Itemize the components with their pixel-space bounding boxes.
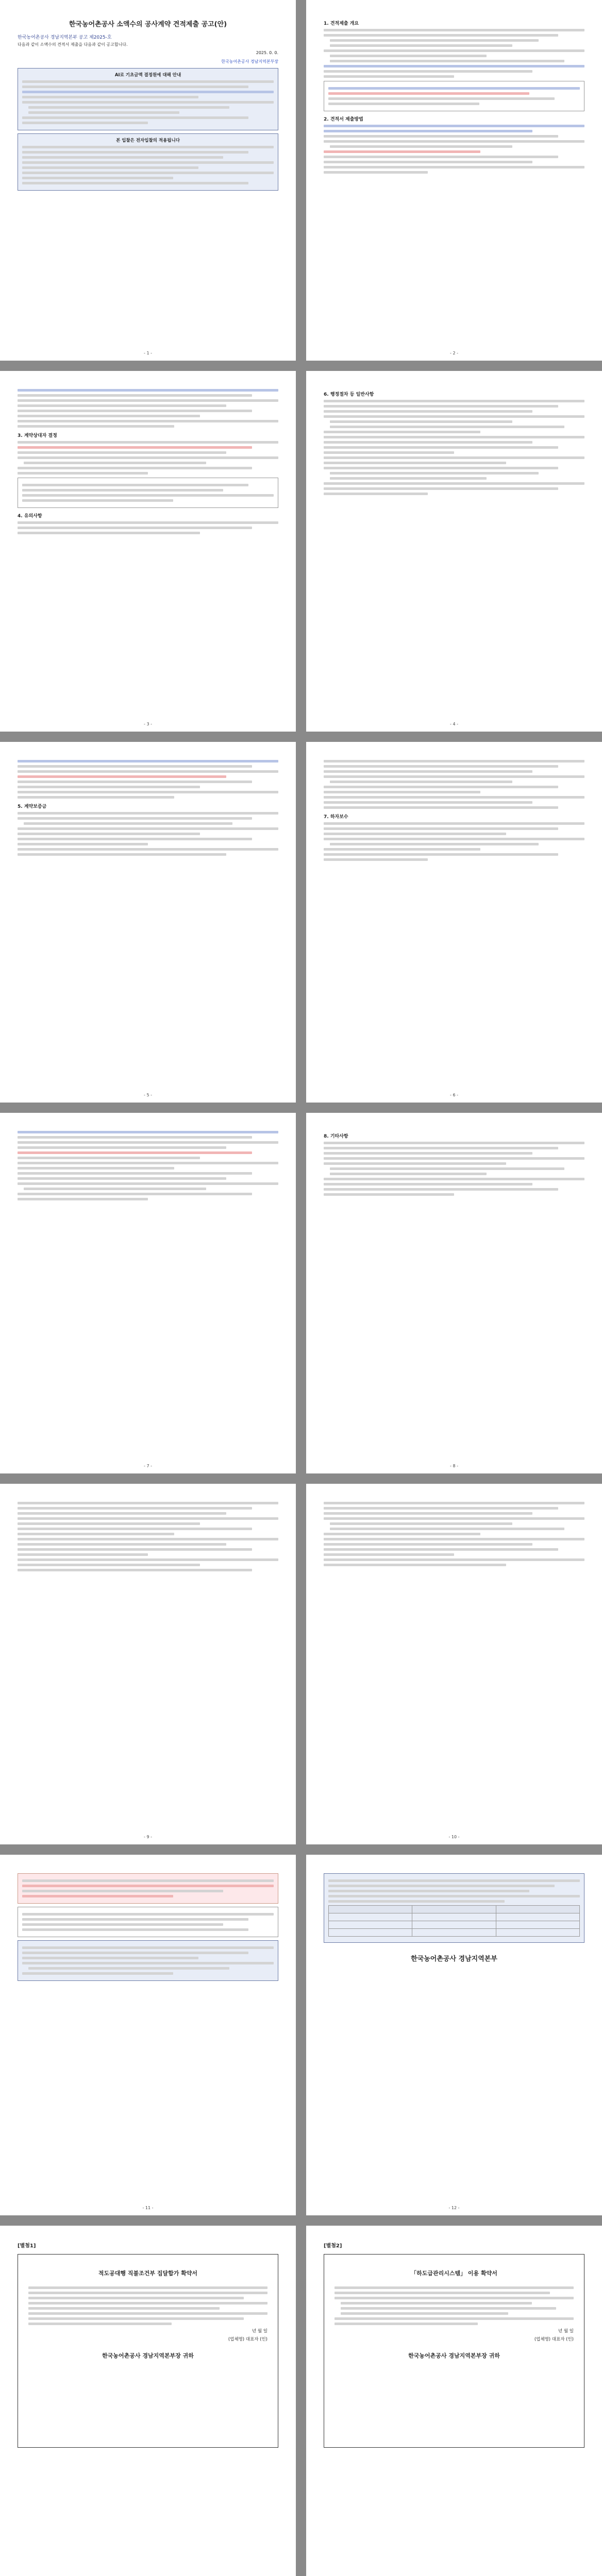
form-label: [별첨1] (18, 2243, 36, 2249)
page-number: - 9 - (144, 1835, 152, 1839)
addressee: 한국농어촌공사 경남지역본부장 귀하 (408, 2352, 500, 2359)
section-body (18, 521, 278, 534)
page-number: - 3 - (144, 722, 152, 726)
section-heading: 4. 유의사항 (18, 514, 42, 519)
document-page-11 (0, 1855, 296, 2215)
section-heading: 1. 견적제출 개요 (324, 21, 359, 26)
sign-date: 년 월 일 (558, 2329, 574, 2334)
document-page-2 (306, 0, 602, 361)
info-box-key-title: 본 입찰은 전자입찰의 적용됩니다 (116, 138, 180, 144)
document-page-5 (0, 742, 296, 1103)
info-box-faq-body (22, 80, 274, 124)
section-body (324, 760, 584, 809)
document-page-3 (0, 371, 296, 732)
org-footer: 한국농어촌공사 경남지역본부 (411, 1955, 497, 1963)
notice-number: 한국농어촌공사 경남지역본부 공고 제2025-호 (18, 35, 112, 40)
section-heading: 7. 하자보수 (324, 815, 348, 820)
section-body (18, 1502, 278, 1571)
page-number: - 6 - (450, 1093, 458, 1097)
page-number: - 5 - (144, 1093, 152, 1097)
page-number: - 11 - (142, 2206, 154, 2210)
document-page-13 (0, 2226, 296, 2576)
section-body (18, 760, 278, 799)
notice-intro: 다음과 같이 소액수의 견적서 제출을 다음과 같이 공고합니다. (18, 42, 128, 47)
info-box-faq-title: AI로 기초금액 결정원에 대해 안내 (114, 73, 181, 78)
page-number: - 12 - (448, 2206, 460, 2210)
section-callout (18, 478, 278, 508)
info-box-detail (324, 1873, 584, 1943)
info-box-key (18, 133, 278, 191)
section-body (324, 29, 584, 78)
page-number: - 7 - (144, 1464, 152, 1468)
info-box-summary (18, 1940, 278, 1981)
sign-line: (업체명) 대표자 (인) (534, 2337, 574, 2342)
page-number: - 10 - (448, 1835, 460, 1839)
sign-line: (업체명) 대표자 (인) (228, 2337, 267, 2342)
section-body (18, 812, 278, 856)
document-page-12 (306, 1855, 602, 2215)
document-page-1 (0, 0, 296, 361)
notice-issuer: 한국농어촌공사 경남지역본부장 (221, 59, 278, 64)
section-heading: 5. 계약보증금 (18, 804, 47, 809)
document-page-4 (306, 371, 602, 732)
addressee: 한국농어촌공사 경남지역본부장 귀하 (102, 2352, 194, 2359)
pledge-title: 적도공대행 직불조건부 집달합가 확약서 (98, 2270, 198, 2277)
document-page-8 (306, 1113, 602, 1473)
document-page-10 (306, 1484, 602, 1844)
document-page-6 (306, 742, 602, 1103)
section-body (324, 400, 584, 495)
info-box-faq (18, 68, 278, 130)
warning-box (18, 1873, 278, 1904)
section-body (324, 1502, 584, 1566)
pledge-form-2 (324, 2254, 584, 2448)
section-heading: 3. 계약상대자 결정 (18, 433, 57, 438)
section-body (18, 441, 278, 474)
section-heading: 6. 행정절차 등 일반사항 (324, 392, 374, 397)
section-callout (324, 81, 584, 111)
section-heading: 2. 견적서 제출방법 (324, 117, 363, 122)
section-heading: 8. 기타사항 (324, 1134, 348, 1139)
notice-title: 한국농어촌공사 소액수의 공사계약 견적제출 공고(안) (69, 21, 227, 28)
note-box (18, 1907, 278, 1937)
page-number: - 8 - (450, 1464, 458, 1468)
page-number: - 4 - (450, 722, 458, 726)
info-box-key-body (22, 146, 274, 184)
pledge-title: 「하도급관리시스템」 이용 확약서 (411, 2270, 497, 2277)
section-body (324, 1142, 584, 1196)
document-page-9 (0, 1484, 296, 1844)
pledge-body (28, 2286, 267, 2325)
pledge-form-1 (18, 2254, 278, 2448)
notice-date: 2025. 0. 0. (256, 50, 278, 56)
document-page-7 (0, 1113, 296, 1473)
fee-table (328, 1905, 580, 1937)
page-number: - 1 - (144, 351, 152, 355)
document-page-14 (306, 2226, 602, 2576)
section-body (18, 389, 278, 428)
section-body (324, 822, 584, 861)
page-number: - 2 - (450, 351, 458, 355)
section-body (18, 1131, 278, 1200)
form-label: [별첨2] (324, 2243, 342, 2249)
pledge-body (335, 2286, 574, 2325)
section-body (324, 125, 584, 174)
sign-date: 년 월 일 (252, 2329, 267, 2334)
